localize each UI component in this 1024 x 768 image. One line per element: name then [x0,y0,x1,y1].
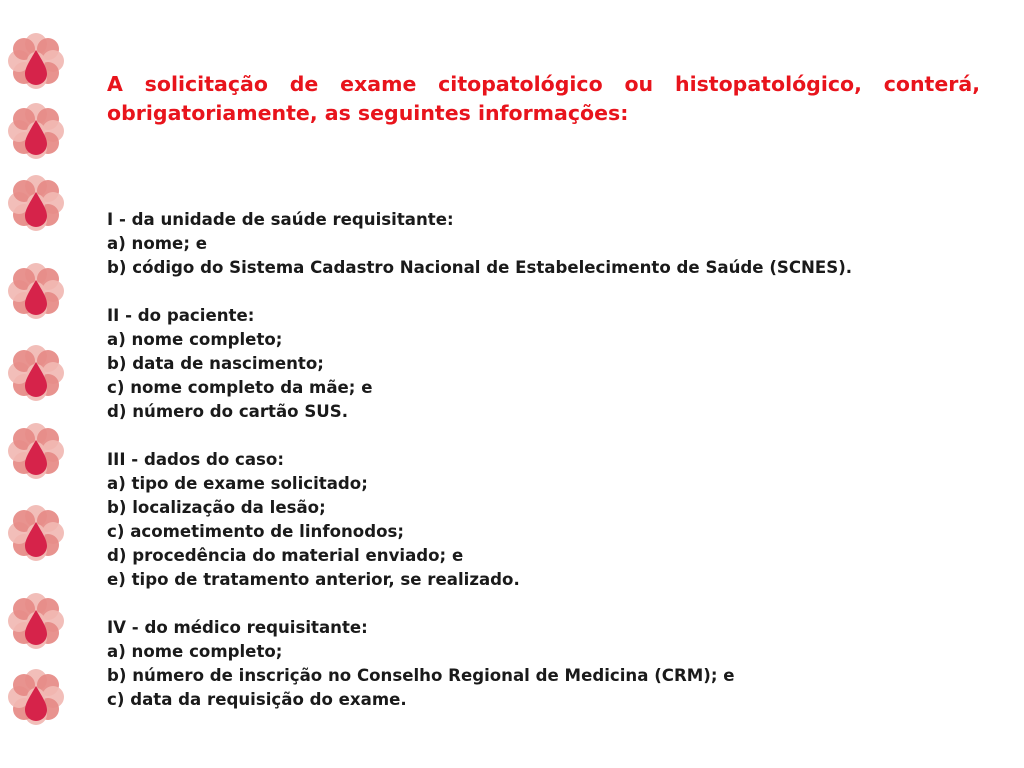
section-unidade-saude [107,208,1017,280]
section-dados-caso [107,448,1017,592]
list-item: b) data de nascimento; [107,354,324,373]
section-heading: IV - do médico requisitante: [107,618,368,637]
section-heading: III - dados do caso: [107,450,284,469]
section-heading: II - do paciente: [107,306,255,325]
decorative-flower-strip [2,0,72,768]
list-item: a) nome; e [107,234,207,253]
flower-drop-icon [2,588,70,656]
list-item: b) número de inscrição no Conselho Regional de Medicina (CRM); e [107,666,735,685]
flower-drop-icon [2,340,70,408]
section-heading: I - da unidade de saúde requisitante: [107,210,454,229]
flower-drop-icon [2,28,70,96]
list-item: c) nome completo da mãe; e [107,378,373,397]
list-item: a) nome completo; [107,330,283,349]
list-item: b) localização da lesão; [107,498,326,517]
page-title: A solicitação de exame citopatológico ou histopatológico, conterá, obrigatoriamente, as seguintes informações: [107,72,980,125]
requirements-list [107,208,1017,712]
section-paciente [107,304,1017,424]
list-item: d) número do cartão SUS. [107,402,349,421]
list-item: a) tipo de exame solicitado; [107,474,368,493]
list-item: c) acometimento de linfonodos; [107,522,404,541]
list-item: b) código do Sistema Cadastro Nacional de Estabelecimento de Saúde (SCNES). [107,258,853,277]
list-item: e) tipo de tratamento anterior, se realizado. [107,570,520,589]
list-item: c) data da requisição do exame. [107,690,407,709]
list-item: d) procedência do material enviado; e [107,546,464,565]
section-medico-requisitante [107,616,1017,712]
flower-drop-icon [2,418,70,486]
flower-drop-icon [2,500,70,568]
flower-drop-icon [2,170,70,238]
flower-drop-icon [2,258,70,326]
flower-drop-icon [2,98,70,166]
flower-drop-icon [2,664,70,732]
list-item: a) nome completo; [107,642,283,661]
